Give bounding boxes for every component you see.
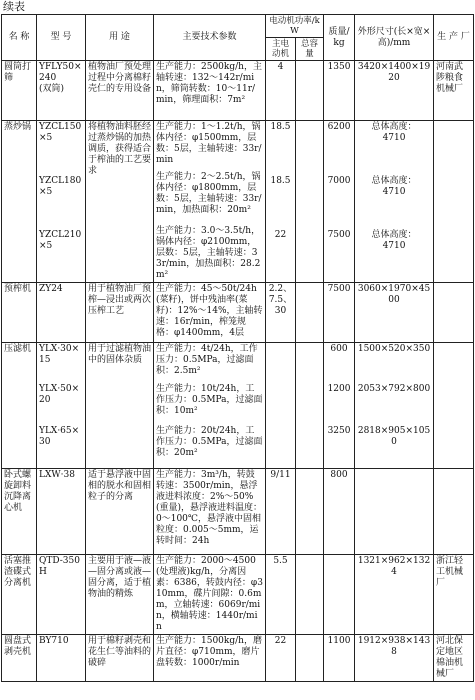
params-item: 生产能力：4t/24h，工作压力：0.5MPa，过滤面积：2.5m² [156, 344, 258, 376]
cell-params-group [154, 121, 266, 283]
cell-model-group [37, 343, 86, 469]
cell-use: 用于棉籽剥壳和花生仁等油料的破碎 [86, 635, 154, 682]
cell-mass: 1100 [324, 635, 355, 682]
params-item: 生产能力：3.0～3.5t/h，锅体内径：φ2100mm，层数：5层，主轴转速：33r/min，加热面积：28.2m² [156, 226, 261, 280]
table-row [2, 635, 474, 682]
cell-motor: 2.2、 7.5、 30 [266, 283, 296, 343]
cell-name: 圆盘式剥壳机 [2, 635, 37, 682]
cell-model: YFLY50×240 (双筒) [37, 61, 86, 121]
cell-motor-total [296, 635, 324, 682]
model-item: YZCL210 ×5 [39, 230, 82, 251]
header-mass: 质量/kg [324, 15, 355, 61]
cell-use: 主要用于液—液—固分离或液—固分离，适于植物油的精炼 [86, 555, 154, 635]
cell-use: 植物油厂预处理过程中分离棉籽壳仁的专用设备 [86, 61, 154, 121]
header-dims: 外形尺寸(长×宽×高)/mm [355, 15, 434, 61]
cell-mass [324, 555, 355, 635]
cell-name: 预榨机 [2, 283, 37, 343]
params-item: 生产能力：10t/24h，工作压力：0.5MPa，过滤面积：10m² [156, 384, 263, 416]
motor-item: 22 [274, 230, 287, 240]
mass-item: 7000 [327, 176, 351, 186]
cell-maker [434, 469, 474, 555]
cell-use: 将植物油料胚经过蒸炒锅的加热调质，获得适合于榨油的工艺要求 [86, 121, 154, 283]
header-row [2, 15, 474, 38]
model-item: YZCL180 ×5 [39, 176, 82, 197]
cell-params: 生产能力：45～50t/24h(菜籽)，饼中残油率(菜籽)：12%～14%，主轴转速：16r/min，榨笼规格：φ1400mm，4层 [154, 283, 266, 343]
cell-maker [434, 121, 474, 283]
cell-motor [266, 343, 296, 469]
params-item: 生产能力：1～1.2t/h，锅体内径：φ1500mm，层数：5层，主轴转速：33r/min [156, 122, 262, 165]
cell-maker: 浙江轻工机械厂 [434, 555, 474, 635]
cell-motor-total [296, 469, 324, 555]
cell-motor: 9/11 [266, 469, 296, 555]
header-use: 用 途 [86, 15, 154, 61]
cell-dims-group [355, 121, 434, 283]
motor-item: 18.5 [270, 122, 291, 132]
cell-maker: 河南武陟粮食机械厂 [434, 61, 474, 121]
cell-dims: 3420×1400×1920 [355, 61, 434, 121]
table-row [2, 121, 474, 283]
mass-item: 1200 [327, 384, 351, 394]
motor-item: 18.5 [270, 176, 291, 186]
cell-mass: 800 [324, 469, 355, 555]
dims-item: 2053×792×800 [357, 384, 431, 394]
cell-motor-group [266, 121, 296, 283]
dims-item: 2818×905×1050 [357, 426, 431, 447]
cell-maker [434, 283, 474, 343]
header-model: 型 号 [37, 15, 86, 61]
cell-params: 生产能力：1500kg/h，磨片直径：φ710mm，磨片盘转数：1000r/min [154, 635, 266, 682]
cell-mass-group [324, 121, 355, 283]
cell-name: 卧式螺旋卸料沉降离心机 [2, 469, 37, 555]
cell-use: 用于过滤植物油中的固体杂质 [86, 343, 154, 469]
cell-name: 蒸炒锅 [2, 121, 37, 283]
cell-motor: 5.5 [266, 555, 296, 635]
cell-model-group [37, 121, 86, 283]
cell-motor-total [296, 121, 324, 283]
cell-use: 适于悬浮液中固相的脱水和固相粒子的分离 [86, 469, 154, 555]
cell-dims: 1912×938×1438 [355, 635, 434, 682]
header-motor-single: 主电动机 [266, 38, 296, 61]
cell-dims-group [355, 343, 434, 469]
cell-motor-total [296, 283, 324, 343]
cell-motor-total [296, 555, 324, 635]
table-row [2, 555, 474, 635]
cell-params: 生产能力：2000～4500(处理液)kg/h，分离因素：6386，转鼓内径：φ310mm，碟片间隙：0.6mm，立轴转速：6069r/min，横轴转速：1440r/min [154, 555, 266, 635]
model-item: YZCL150 ×5 [39, 122, 82, 143]
table-row [2, 343, 474, 469]
spec-table [1, 14, 474, 682]
continued-label: 续表 [3, 0, 25, 13]
cell-params-group [154, 343, 266, 469]
model-item: YLX·30× 15 [39, 344, 80, 365]
cell-model: ZY24 [37, 283, 86, 343]
cell-use: 用于植物油厂预榨—浸出或两次压榨工艺 [86, 283, 154, 343]
mass-item: 6200 [327, 122, 351, 132]
cell-dims: 1321×962×1324 [355, 555, 434, 635]
header-motor-total: 总容量 [296, 38, 324, 61]
cell-mass: 7500 [324, 283, 355, 343]
cell-dims [355, 469, 434, 555]
cell-name: 活塞推渣碟式分离机 [2, 555, 37, 635]
cell-motor-total [296, 343, 324, 469]
dims-item: 总体高度： 4710 [371, 122, 417, 143]
header-motor: 电动机功率/kW [266, 15, 324, 38]
dims-item: 总体高度： 4710 [371, 176, 417, 197]
header-params: 主要技术参数 [154, 15, 266, 61]
dims-item: 1500×520×350 [357, 344, 431, 354]
model-item: YLX·50× 20 [39, 384, 80, 405]
cell-name: 压滤机 [2, 343, 37, 469]
table-row [2, 61, 474, 121]
cell-name: 圆筒打筛 [2, 61, 37, 121]
params-item: 生产能力：2～2.5t/h，锅体内径：φ1800mm，层数：5层，主轴转速：33r/min，加热面积：20m² [156, 172, 262, 215]
params-item: 生产能力：20t/24h，工作压力：0.5MPa，过滤面积：20m² [156, 426, 263, 458]
cell-maker: 河北保定地区棉油机械厂 [434, 635, 474, 682]
cell-motor: 22 [266, 635, 296, 682]
table-row [2, 283, 474, 343]
cell-mass: 1350 [324, 61, 355, 121]
table-row [2, 469, 474, 555]
dims-item: 总体高度： 4710 [371, 230, 417, 251]
mass-item: 3250 [327, 426, 351, 436]
cell-model: BY710 [37, 635, 86, 682]
cell-mass-group [324, 343, 355, 469]
cell-params: 生产能力：3m³/h，转鼓转速：3500r/min，悬浮液进料浓度：2%～50%(重量)，悬浮液进料温度：0～100℃，悬浮液中固相粒度：0.005～5mm，运转时间：24h [154, 469, 266, 555]
model-item: YLX·65× 30 [39, 426, 80, 447]
cell-dims: 3060×1970×4500 [355, 283, 434, 343]
cell-params: 生产能力：2500kg/h，主轴转速：132～142r/min，筛筒转数：10～11r/min，筛理面积：7m² [154, 61, 266, 121]
mass-item: 7500 [327, 230, 351, 240]
header-name: 名 称 [2, 15, 37, 61]
header-maker: 生 产 厂 [434, 15, 474, 61]
cell-maker [434, 343, 474, 469]
cell-model: QTD-350H [37, 555, 86, 635]
mass-item: 600 [330, 344, 348, 354]
cell-motor-total [296, 61, 324, 121]
cell-motor: 4 [266, 61, 296, 121]
cell-model: LXW·38 [37, 469, 86, 555]
